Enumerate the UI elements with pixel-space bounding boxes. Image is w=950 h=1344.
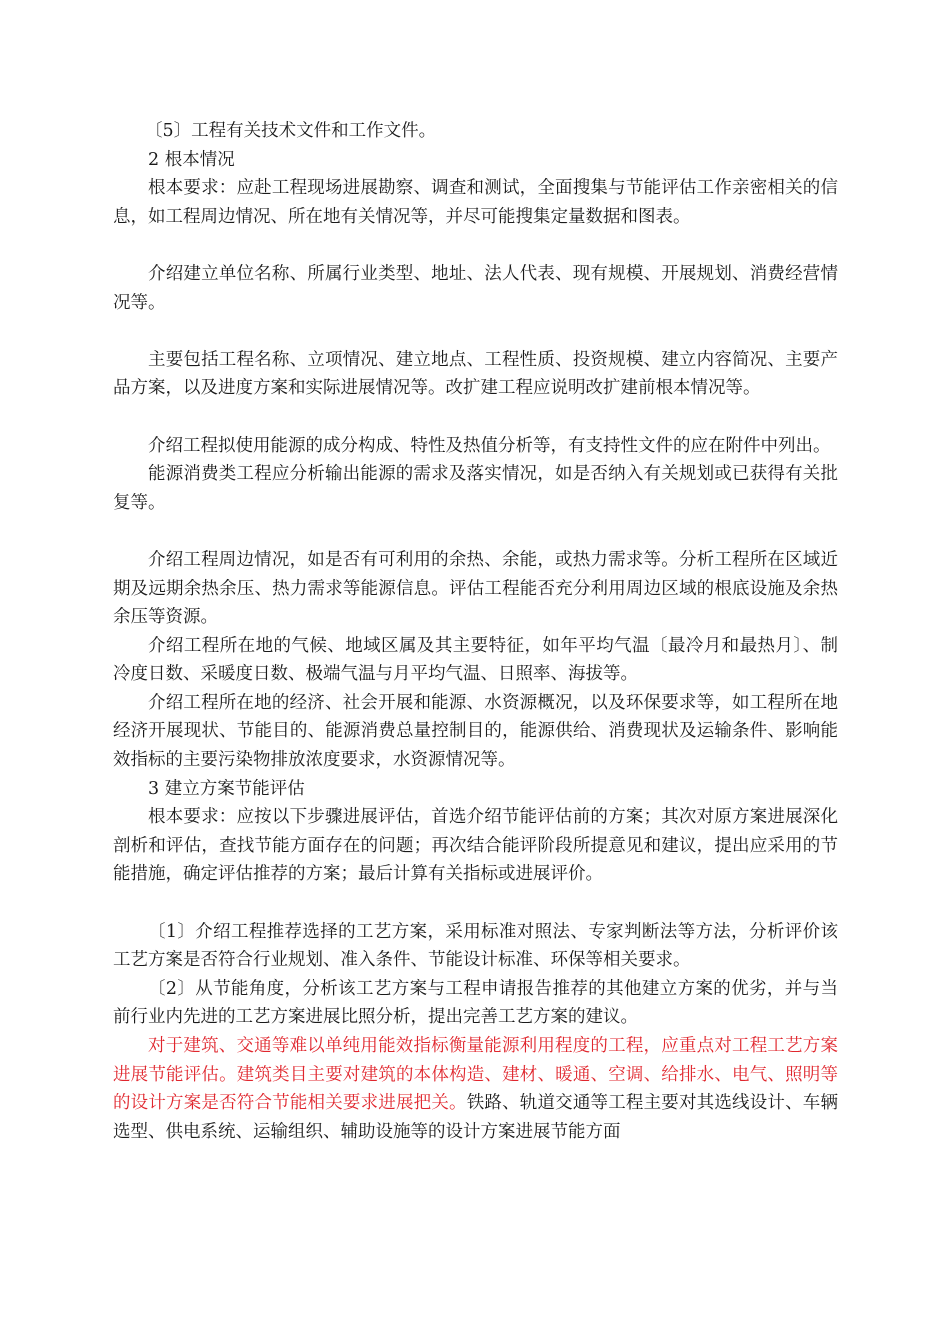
paragraph bbox=[113, 1032, 838, 1146]
section-heading: 2 根本情况 bbox=[148, 149, 235, 170]
paragraph: 〔5〕工程有关技术文件和工作文件。 bbox=[145, 121, 437, 141]
blank-line bbox=[113, 231, 838, 260]
paragraph: 〔1〕介绍工程推荐选择的工艺方案，采用标准对照法、专家判断法等方法，分析评价该工艺方案是否符合行业规划、准入条件、节能设计标准、环保等相关要求。 bbox=[113, 921, 838, 971]
paragraph: 介绍工程周边情况，如是否有可利用的余热、余能，或热力需求等。分析工程所在区域近期及远期余热余压、热力需求等能源信息。评估工程能否充分利用周边区域的根底设施及余热余压等资源。 bbox=[113, 549, 838, 628]
document-body bbox=[113, 117, 838, 1146]
paragraph: 能源消费类工程应分析输出能源的需求及落实情况，如是否纳入有关规划或已获得有关批复等。 bbox=[113, 464, 838, 513]
blank-line bbox=[113, 889, 838, 918]
blank-line bbox=[113, 317, 838, 346]
highlighted-text: 对于建筑、交通等难以单纯用能效指标衡量能源利用程度的工程，应重点对工程工艺方案进展节能评估。建筑类目主要对建筑的本体构造、建材、暖通、空调、给排水、电气、照明等的设计方案是否符合节能相关要求进展把关。 bbox=[113, 1036, 838, 1114]
paragraph: 根本要求：应按以下步骤进展评估，首选介绍节能评估前的方案；其次对原方案进展深化剖析和评估，查找节能方面存在的问题；再次结合能评阶段所提意见和建议，提出应采用的节能措施，确定评估推荐的方案；最后计算有关指标或进展评价。 bbox=[113, 807, 838, 885]
paragraph: 介绍工程所在地的气候、地域区属及其主要特征，如年平均气温〔最冷月和最热月〕、制冷度日数、采暖度日数、极端气温与月平均气温、日照率、海拔等。 bbox=[113, 635, 838, 685]
paragraph-text: 铁路、轨道交通等工程主要对其选线设计、车辆选型、供电系统、运输组织、辅助设施等的设计方案进展节能方面 bbox=[113, 1093, 838, 1142]
blank-line bbox=[113, 517, 838, 546]
paragraph: 根本要求：应赴工程现场进展勘察、调查和测试，全面搜集与节能评估工作亲密相关的信息，如工程周边情况、所在地有关情况等，并尽可能搜集定量数据和图表。 bbox=[113, 178, 838, 227]
paragraph: 主要包括工程名称、立项情况、建立地点、工程性质、投资规模、建立内容简况、主要产品方案，以及进度方案和实际进展情况等。改扩建工程应说明改扩建前根本情况等。 bbox=[113, 349, 838, 399]
blank-line bbox=[113, 403, 838, 432]
section-heading: 3 建立方案节能评估 bbox=[148, 778, 305, 799]
paragraph: 〔2〕从节能角度，分析该工艺方案与工程申请报告推荐的其他建立方案的优劣，并与当前行业内先进的工艺方案进展比照分析，提出完善工艺方案的建议。 bbox=[113, 978, 838, 1028]
paragraph: 介绍工程所在地的经济、社会开展和能源、水资源概况，以及环保要求等，如工程所在地经济开展现状、节能目的、能源消费总量控制目的，能源供给、消费现状及运输条件、影响能效指标的主要污染物排放浓度要求，水资源情况等。 bbox=[113, 692, 838, 771]
paragraph: 介绍工程拟使用能源的成分构成、特性及热值分析等，有支持性文件的应在附件中列出。 bbox=[148, 435, 831, 456]
paragraph: 介绍建立单位名称、所属行业类型、地址、法人代表、现有规模、开展规划、消费经营情况等。 bbox=[113, 263, 838, 313]
